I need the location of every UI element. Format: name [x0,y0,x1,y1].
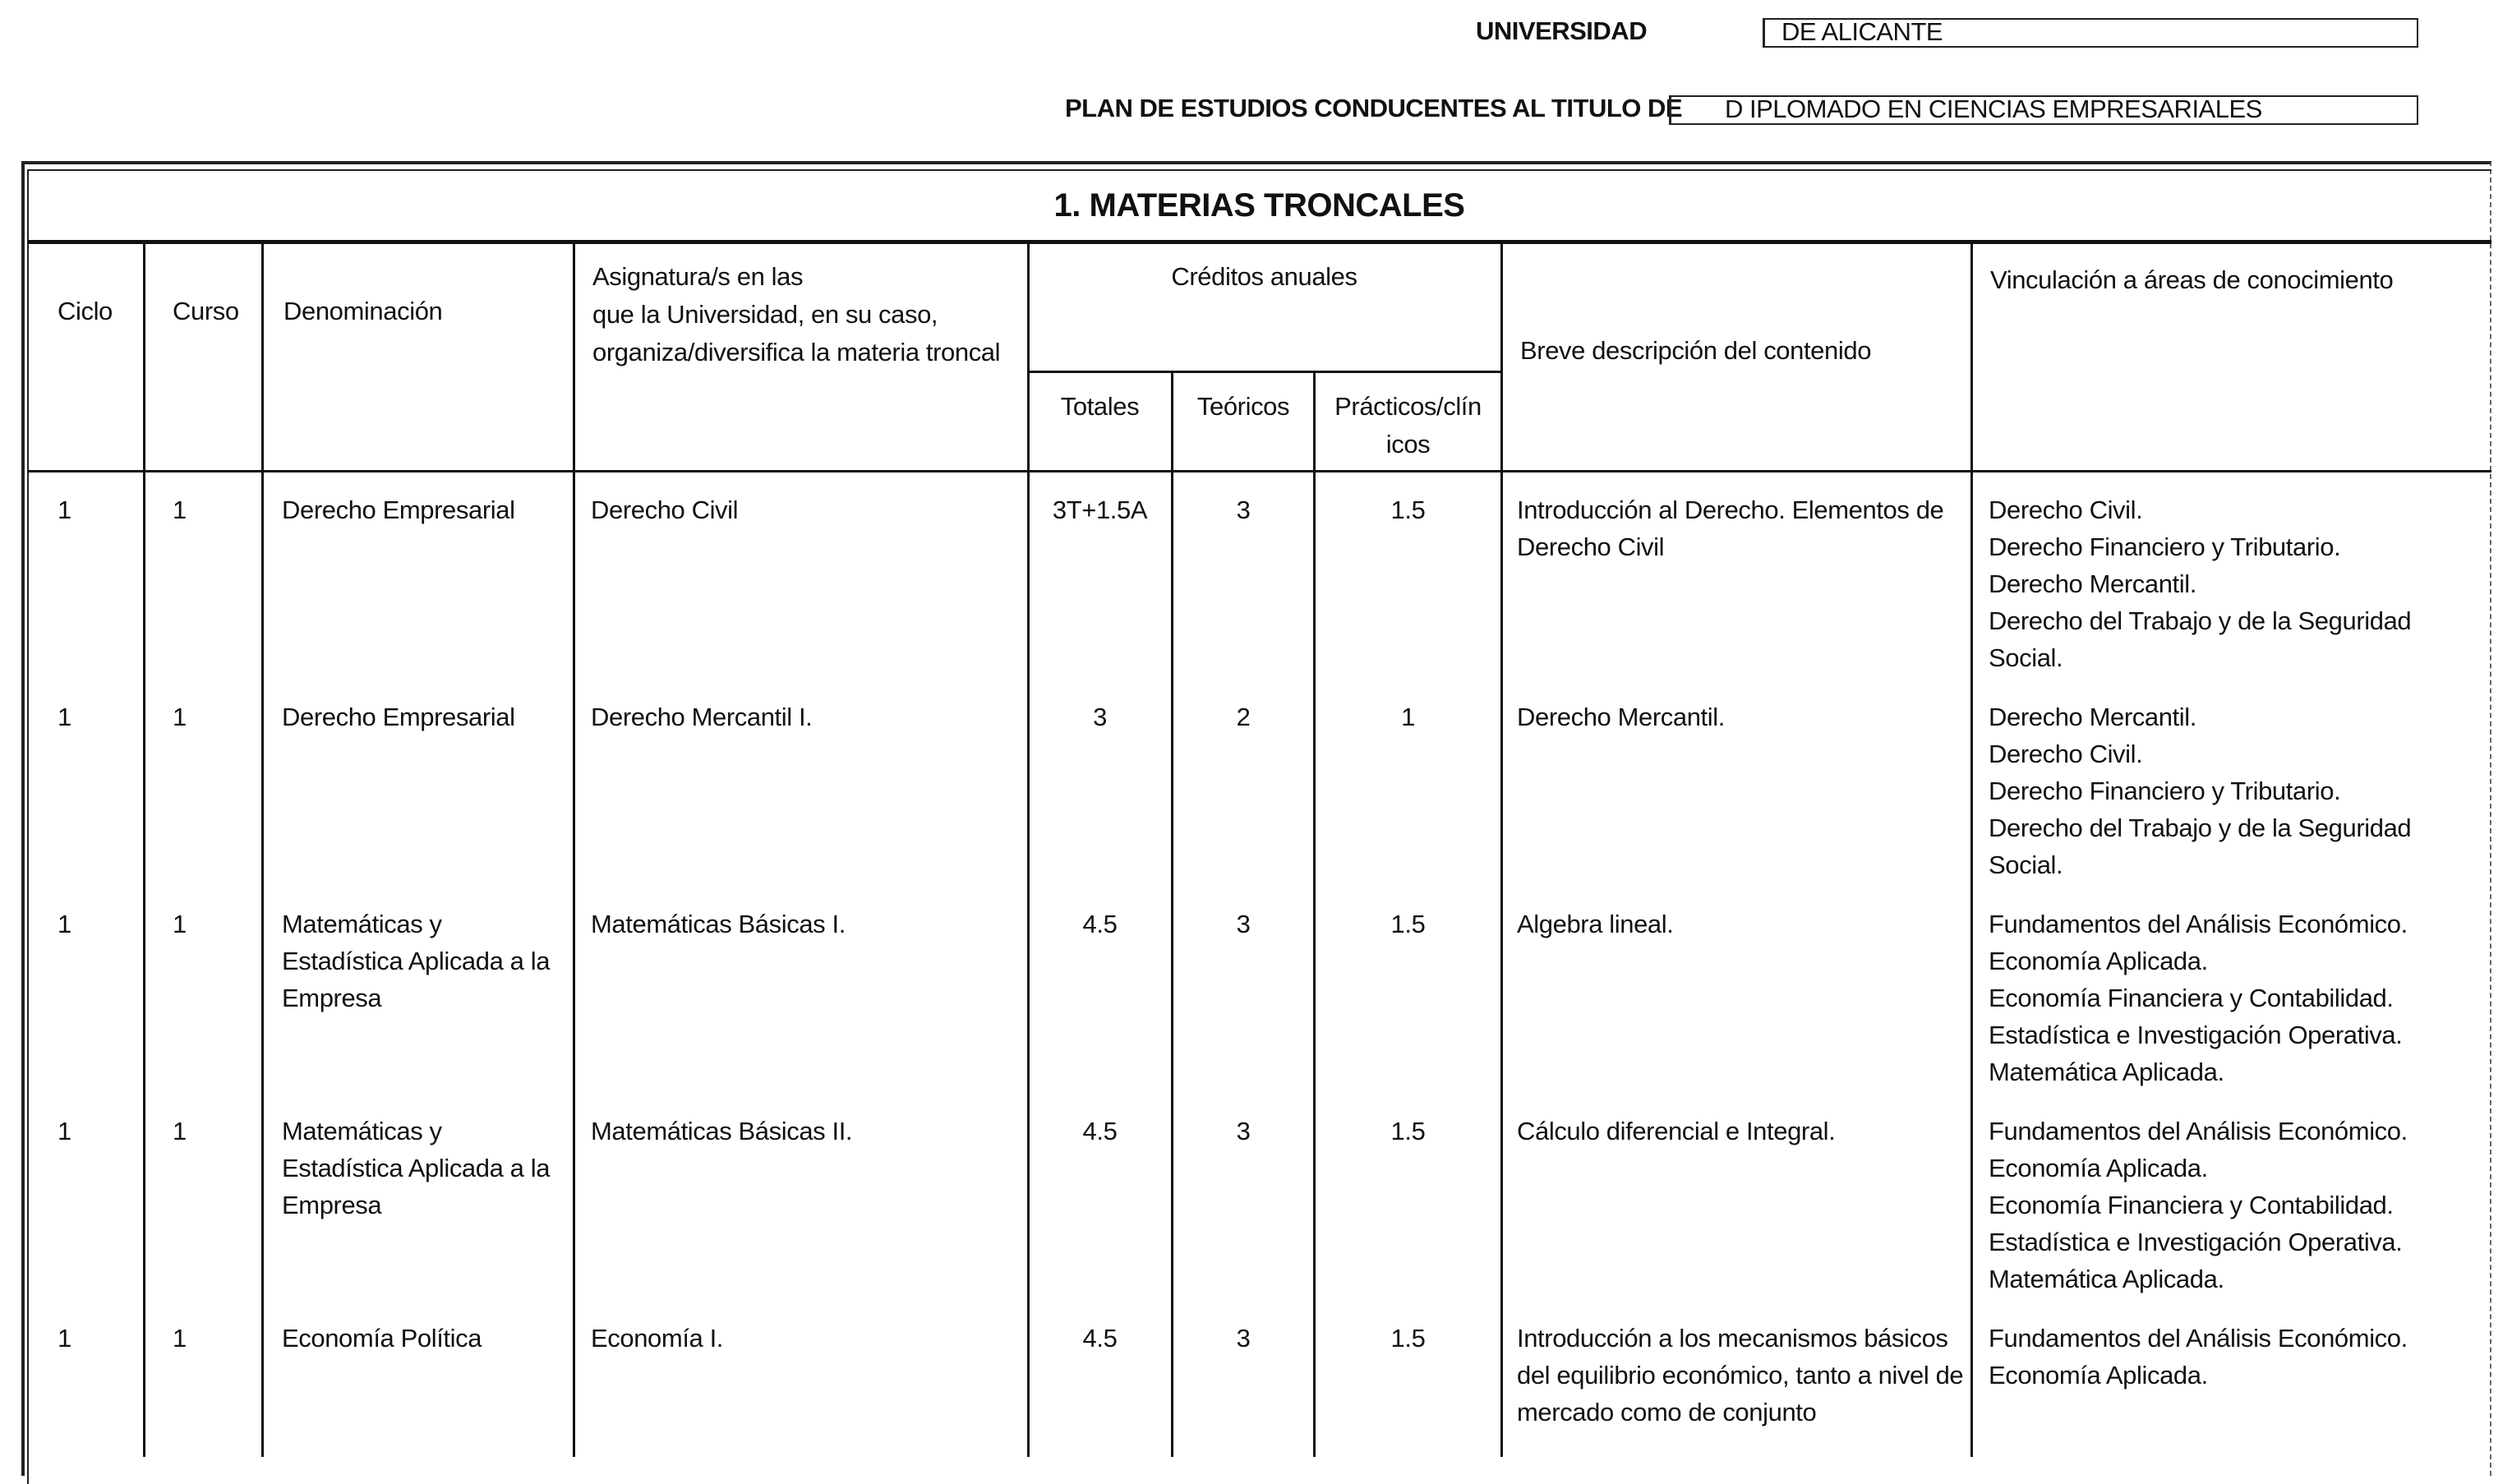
cell-teoricos-line: 3 [1236,495,1251,524]
header-bottom-rule [27,470,2491,472]
cell-descripcion-line: Algebra lineal. [1517,910,1674,938]
header-creditos: Créditos anuales [1171,262,1357,291]
col-divider [573,240,575,1457]
cell-teoricos-line: 3 [1236,910,1251,938]
header-top-rule [27,240,2491,244]
cell-asignatura-line: Economía I. [591,1324,724,1353]
cell-vinculacion-line: Matemática Aplicada. [1989,1058,2224,1086]
cell-practicos [1314,1320,1502,1357]
cell-descripcion [1517,1113,1965,1150]
cell-vinculacion-line: Derecho Civil. [1989,740,2143,768]
cell-vinculacion-line: Economía Financiera y Contabilidad. [1989,984,2394,1012]
cell-descripcion [1517,698,1965,735]
cell-totales-line: 4.5 [1082,910,1118,938]
cell-descripcion-line: Derecho Civil [1517,532,1665,561]
cell-vinculacion [1989,698,2473,883]
header-totales: Totales [1060,392,1140,421]
header-practicos-line: Prácticos/clín [1334,392,1482,421]
cell-denominacion [282,1113,565,1224]
cell-descripcion [1517,1320,1965,1431]
cell-vinculacion-line: Economía Aplicada. [1989,1154,2208,1182]
cell-denominacion-line: Derecho Empresarial [282,495,515,524]
cell-descripcion-line: mercado como de conjunto [1517,1398,1817,1426]
cell-denominacion [282,1320,565,1357]
universidad-field: DE ALICANTE [1763,18,2418,48]
cell-descripcion [1517,906,1965,942]
cell-teoricos [1172,1113,1315,1150]
cell-ciclo [58,1320,107,1357]
cell-practicos-line: 1.5 [1390,495,1426,524]
header-practicos-line: icos [1385,430,1431,459]
cell-teoricos-line: 3 [1236,1324,1251,1353]
cell-denominacion-line: Matemáticas y [282,910,442,938]
cell-asignatura [591,698,1018,735]
cell-descripcion-line: Introducción al Derecho. Elementos de [1517,495,1944,524]
cell-vinculacion-line: Fundamentos del Análisis Económico. [1989,910,2408,938]
cell-practicos [1314,906,1502,942]
cell-vinculacion-line: Derecho del Trabajo y de la Seguridad [1989,606,2412,635]
cell-totales-line: 3 [1093,703,1107,731]
cell-vinculacion-line: Derecho Mercantil. [1989,569,2196,598]
cell-asignatura-line: Matemáticas Básicas II. [591,1117,853,1145]
cell-totales-line: 4.5 [1082,1324,1118,1353]
cell-curso-line: 1 [173,495,187,524]
cell-vinculacion-line: Economía Aplicada. [1989,947,2208,975]
cell-totales [1027,491,1173,528]
cell-ciclo-line: 1 [58,1324,71,1353]
cell-curso [173,1113,222,1150]
section-title: 1. MATERIAS TRONCALES [1053,187,1465,224]
cell-descripcion [1517,491,1965,565]
cell-vinculacion-line: Fundamentos del Análisis Económico. [1989,1324,2408,1353]
cell-denominacion [282,906,565,1016]
cell-totales [1027,698,1173,735]
cell-vinculacion-line: Derecho Financiero y Tributario. [1989,532,2341,561]
plan-label: PLAN DE ESTUDIOS CONDUCENTES AL TITULO DE [1065,94,1683,122]
header-descripcion: Breve descripción del contenido [1520,336,1872,365]
cell-asignatura [591,1113,1018,1150]
cell-totales [1027,1320,1173,1357]
cell-descripcion-line: Cálculo diferencial e Integral. [1517,1117,1836,1145]
header-asignatura [592,258,1000,371]
cell-vinculacion-line: Estadística e Investigación Operativa. [1989,1228,2403,1256]
cell-denominacion-line: Derecho Empresarial [282,703,515,731]
cell-curso-line: 1 [173,703,187,731]
cell-totales [1027,906,1173,942]
cell-vinculacion [1989,1320,2473,1394]
cell-teoricos [1172,698,1315,735]
titulo-field: D IPLOMADO EN CIENCIAS EMPRESARIALES [1669,95,2418,125]
cell-curso-line: 1 [173,1117,187,1145]
cell-ciclo [58,698,107,735]
col-divider [143,240,145,1457]
cell-ciclo-line: 1 [58,1117,71,1145]
cell-vinculacion-line: Derecho del Trabajo y de la Seguridad [1989,813,2412,842]
cell-asignatura-line: Derecho Civil [591,495,739,524]
cell-totales [1027,1113,1173,1150]
cell-vinculacion-line: Estadística e Investigación Operativa. [1989,1021,2403,1049]
cell-teoricos [1172,906,1315,942]
cell-denominacion [282,491,565,528]
cell-teoricos-line: 3 [1236,1117,1251,1145]
cell-practicos [1314,698,1502,735]
creditos-subheader-rule [1027,371,1501,373]
cell-asignatura [591,1320,1018,1357]
cell-denominacion-line: Matemáticas y [282,1117,442,1145]
cell-practicos [1314,491,1502,528]
cell-denominacion [282,698,565,735]
cell-descripcion-line: Derecho Mercantil. [1517,703,1725,731]
cell-curso [173,906,222,942]
cell-vinculacion-line: Derecho Mercantil. [1989,703,2196,731]
cell-ciclo [58,1113,107,1150]
header-ciclo: Ciclo [58,297,113,325]
cell-asignatura-line: Derecho Mercantil I. [591,703,813,731]
cell-curso [173,1320,222,1357]
cell-vinculacion-line: Fundamentos del Análisis Económico. [1989,1117,2408,1145]
cell-practicos [1314,1113,1502,1150]
col-divider [261,240,264,1457]
universidad-label: UNIVERSIDAD [1476,16,1648,45]
cell-curso [173,491,222,528]
cell-vinculacion [1989,491,2473,676]
cell-descripcion-line: Introducción a los mecanismos básicos [1517,1324,1948,1353]
cell-vinculacion-line: Derecho Financiero y Tributario. [1989,777,2341,805]
cell-totales-line: 4.5 [1082,1117,1118,1145]
cell-denominacion-line: Empresa [282,1191,382,1219]
cell-denominacion-line: Estadística Aplicada a la [282,1154,551,1182]
cell-descripcion-line: del equilibrio económico, tanto a nivel de [1517,1361,1964,1390]
header-asignatura-line: Asignatura/s en las [592,262,804,291]
header-denominacion: Denominación [283,297,443,325]
col-divider [1970,240,1973,1457]
cell-teoricos-line: 2 [1236,703,1251,731]
cell-denominacion-line: Estadística Aplicada a la [282,947,551,975]
header-asignatura-line: organiza/diversifica la materia troncal [592,338,1001,366]
cell-vinculacion-line: Economía Aplicada. [1989,1361,2208,1390]
header-vinculacion: Vinculación a áreas de conocimiento [1990,265,2394,294]
cell-vinculacion-line: Social. [1989,850,2063,879]
cell-asignatura-line: Matemáticas Básicas I. [591,910,846,938]
cell-curso [173,698,222,735]
cell-vinculacion-line: Economía Financiera y Contabilidad. [1989,1191,2394,1219]
cell-practicos-line: 1.5 [1390,1117,1426,1145]
cell-practicos-line: 1 [1401,703,1415,731]
cell-vinculacion-line: Matemática Aplicada. [1989,1265,2224,1293]
header-teoricos: Teóricos [1196,392,1290,421]
cell-curso-line: 1 [173,1324,187,1353]
cell-asignatura [591,906,1018,942]
cell-teoricos [1172,491,1315,528]
cell-denominacion-line: Empresa [282,984,382,1012]
cell-ciclo-line: 1 [58,703,71,731]
header-asignatura-line: que la Universidad, en su caso, [592,300,938,329]
cell-ciclo [58,906,107,942]
cell-ciclo-line: 1 [58,495,71,524]
header-curso: Curso [173,297,239,325]
cell-ciclo [58,491,107,528]
cell-vinculacion [1989,906,2473,1090]
cell-practicos-line: 1.5 [1390,910,1426,938]
cell-totales-line: 3T+1.5A [1052,495,1148,524]
header-practicos [1314,388,1502,463]
cell-ciclo-line: 1 [58,910,71,938]
cell-teoricos [1172,1320,1315,1357]
cell-vinculacion-line: Derecho Civil. [1989,495,2143,524]
cell-denominacion-line: Economía Política [282,1324,482,1353]
cell-curso-line: 1 [173,910,187,938]
cell-asignatura [591,491,1018,528]
cell-vinculacion-line: Social. [1989,643,2063,672]
cell-practicos-line: 1.5 [1390,1324,1426,1353]
cell-vinculacion [1989,1113,2473,1297]
